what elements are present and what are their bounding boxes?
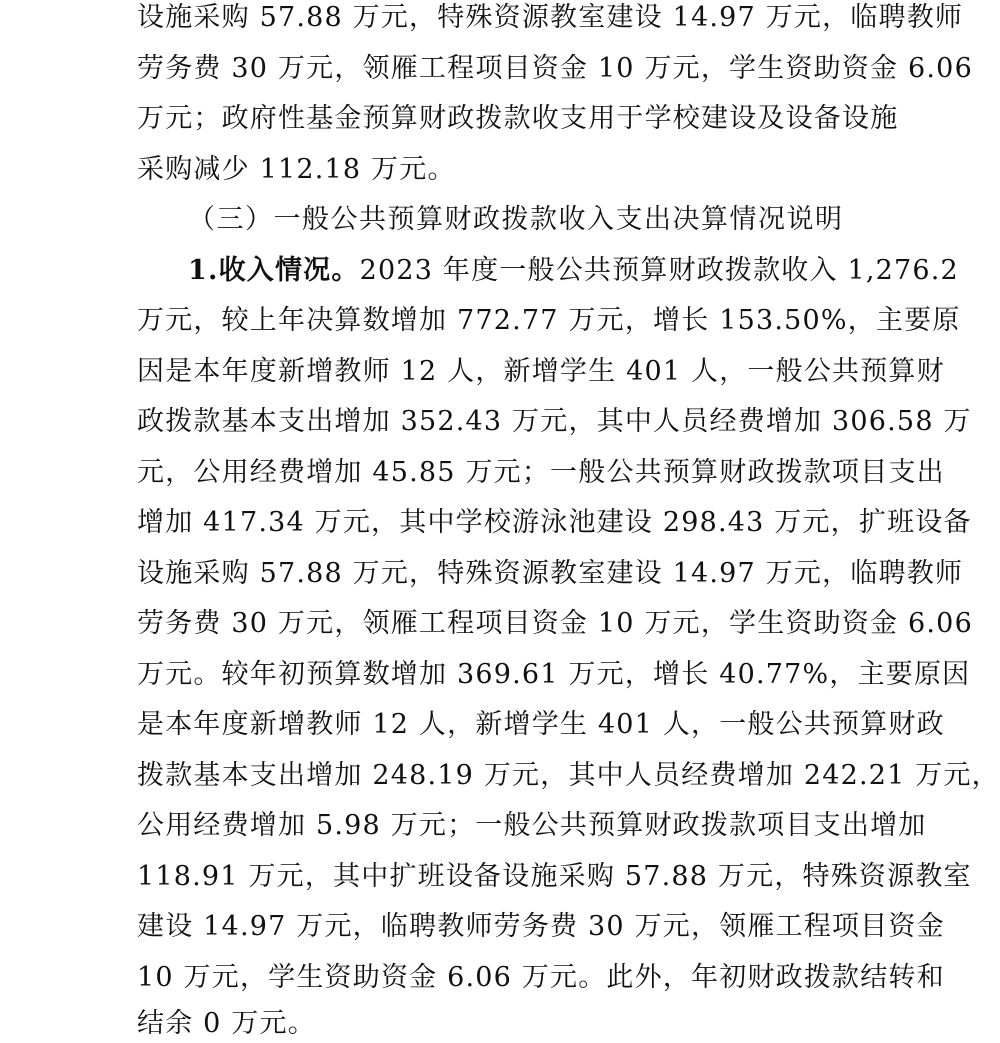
paragraph-line: 设施采购 57.88 万元，特殊资源教室建设 14.97 万元，临聘教师	[137, 558, 964, 589]
paragraph-line: 10 万元，学生资助资金 6.06 万元。此外，年初财政拨款结转和	[137, 962, 945, 993]
paragraph-line: 元，公用经费增加 45.85 万元；一般公共预算财政拨款项目支出	[137, 457, 945, 488]
income-first-line	[188, 246, 959, 296]
paragraph-line: 是本年度新增教师 12 人，新增学生 401 人，一般公共预算财政	[137, 709, 945, 740]
paragraph-line: 政拨款基本支出增加 352.43 万元，其中人员经费增加 306.58 万	[137, 406, 972, 437]
paragraph-line: 因是本年度新增教师 12 人，新增学生 401 人，一般公共预算财	[137, 356, 945, 387]
paragraph-line: 拨款基本支出增加 248.19 万元，其中人员经费增加 242.21 万元，	[137, 760, 1000, 791]
paragraph-line: 采购减少 112.18 万元。	[137, 154, 456, 185]
income-label: 1.收入情况。	[188, 255, 360, 286]
section-heading: （三）一般公共预算财政拨款收入支出决算情况说明	[188, 204, 844, 235]
paragraph-line: 劳务费 30 万元，领雁工程项目资金 10 万元，学生资助资金 6.06	[137, 53, 973, 84]
paragraph-line: 118.91 万元，其中扩班设备设施采购 57.88 万元，特殊资源教室	[137, 861, 972, 892]
paragraph-line: 万元，较上年决算数增加 772.77 万元，增长 153.50%，主要原	[137, 305, 961, 336]
income-first-line-text: 2023 年度一般公共预算财政拨款收入 1,276.2	[359, 255, 959, 286]
paragraph-line: 万元；政府性基金预算财政拨款收支用于学校建设及设备设施	[137, 103, 899, 134]
paragraph-line: 公用经费增加 5.98 万元；一般公共预算财政拨款项目支出增加	[137, 810, 927, 841]
paragraph-line: 增加 417.34 万元，其中学校游泳池建设 298.43 万元，扩班设备	[137, 507, 972, 538]
paragraph-line: 万元。较年初预算数增加 369.61 万元，增长 40.77%，主要原因	[137, 659, 971, 690]
paragraph-line: 建设 14.97 万元，临聘教师劳务费 30 万元，领雁工程项目资金	[137, 911, 945, 942]
paragraph-line: 设施采购 57.88 万元，特殊资源教室建设 14.97 万元，临聘教师	[137, 2, 964, 33]
paragraph-line: 结余 0 万元。	[137, 1008, 316, 1039]
paragraph-line: 劳务费 30 万元，领雁工程项目资金 10 万元，学生资助资金 6.06	[137, 608, 973, 639]
